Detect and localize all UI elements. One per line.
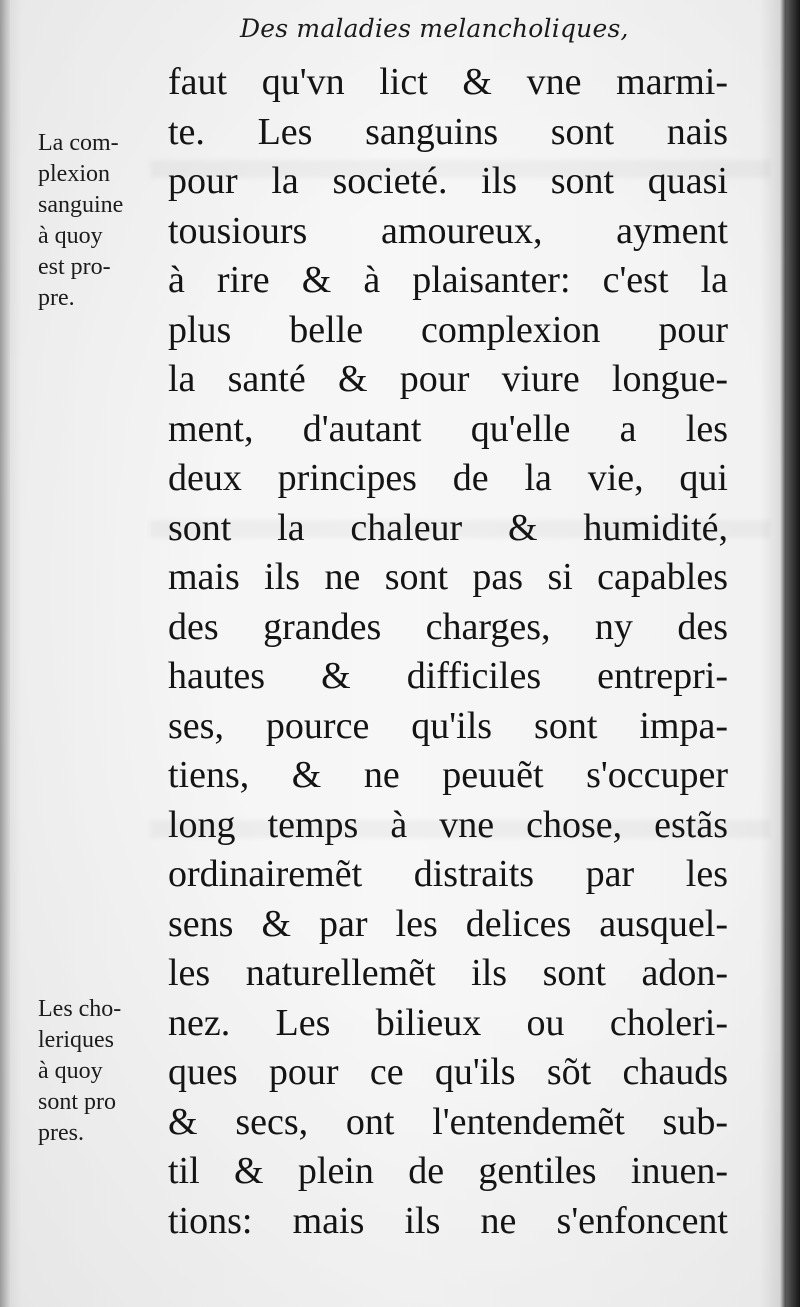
- text-line: ques pour ce qu'ils sõt chauds: [168, 1051, 728, 1093]
- text-line: te. Les sanguins sont nais: [168, 110, 728, 153]
- marginal-note-line: est pro-: [38, 254, 111, 280]
- marginal-note: [38, 994, 168, 1149]
- marginal-note-line: Les cho-: [38, 996, 122, 1022]
- text-line: sens & par les delices ausquel-: [168, 902, 728, 945]
- marginal-note: [38, 128, 168, 314]
- marginal-note-line: à quoy: [38, 223, 103, 249]
- text-line: plus belle complexion pour: [168, 308, 728, 351]
- text-line: des grandes charges, ny des: [168, 605, 728, 648]
- text-line: long temps à vne chose, estãs: [168, 803, 728, 846]
- running-head: Des maladies melancholiques,: [240, 14, 629, 43]
- marginal-note-line: leriques: [38, 1027, 114, 1053]
- page-gutter-shadow: [0, 0, 10, 1307]
- page-edge-shadow: [786, 0, 800, 1307]
- text-line: tions: mais ils ne s'enfoncent: [168, 1199, 728, 1242]
- marginal-note-line: sont pro: [38, 1089, 116, 1115]
- text-line: faut qu'vn lict & vne marmi-: [168, 61, 728, 103]
- text-line: deux principes de la vie, qui: [168, 457, 728, 499]
- marginal-note-line: pres.: [38, 1120, 84, 1146]
- text-line: tousiours amoureux, ayment: [168, 209, 728, 252]
- text-line: mais ils ne sont pas si capables: [168, 556, 728, 598]
- marginal-note-line: pre.: [38, 285, 75, 311]
- marginal-note-line: à quoy: [38, 1058, 103, 1084]
- body-text: [168, 58, 728, 1246]
- text-line: tiens, & ne peuuẽt s'occuper: [168, 754, 728, 796]
- text-line: à rire & à plaisanter: c'est la: [168, 259, 728, 301]
- marginal-note-line: plexion: [38, 161, 110, 187]
- text-line: ment, d'autant qu'elle a les: [168, 407, 728, 450]
- text-line: les naturellemẽt ils sont adon-: [168, 952, 728, 994]
- marginal-note-line: sanguine: [38, 192, 124, 218]
- text-line: ordinairemẽt distraits par les: [168, 853, 728, 895]
- text-line: nez. Les bilieux ou choleri-: [168, 1001, 728, 1044]
- text-line: la santé & pour viure longue-: [168, 358, 728, 400]
- text-line: & secs, ont l'entendemẽt sub-: [168, 1100, 728, 1143]
- marginal-note-line: La com-: [38, 130, 119, 156]
- text-line: til & plein de gentiles inuen-: [168, 1150, 728, 1192]
- text-line: ses, pource qu'ils sont impa-: [168, 704, 728, 747]
- text-line: sont la chaleur & humidité,: [168, 506, 728, 549]
- text-line: hautes & difficiles entrepri-: [168, 655, 728, 697]
- text-line: pour la societé. ils sont quasi: [168, 160, 728, 202]
